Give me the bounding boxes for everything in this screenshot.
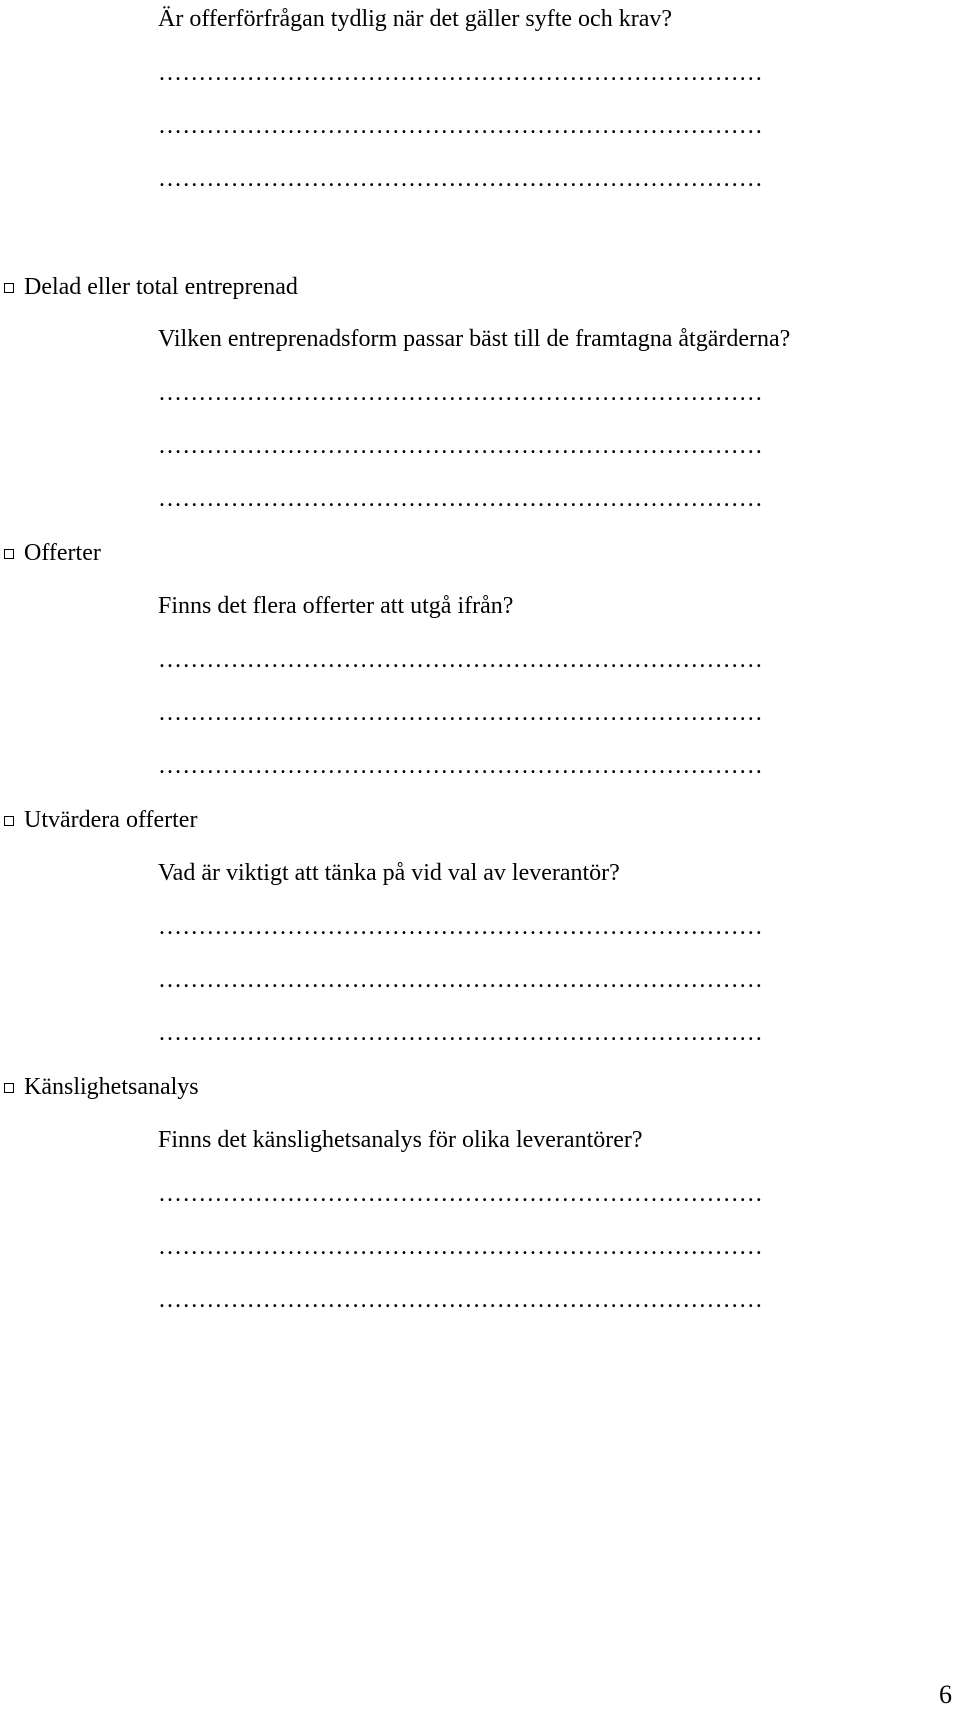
answer-line: ………………………………………………………………… <box>158 1020 763 1046</box>
section-heading-label: Offerter <box>24 540 101 566</box>
answer-line: ………………………………………………………………… <box>158 914 763 940</box>
section-heading-label: Utvärdera offerter <box>24 807 198 833</box>
section-heading-delad-eller-total-entreprenad <box>4 272 298 302</box>
answer-line: ………………………………………………………………… <box>158 1234 763 1260</box>
section-heading-utvardera-offerter <box>4 805 197 835</box>
section-heading-offerter <box>4 538 101 568</box>
answer-line: ………………………………………………………………… <box>158 113 763 139</box>
checkbox-icon <box>4 283 14 293</box>
answer-line: ………………………………………………………………… <box>158 380 763 406</box>
question-text: Finns det flera offerter att utgå ifrån? <box>158 593 514 619</box>
section-heading-label: Delad eller total entreprenad <box>24 274 298 300</box>
question-text: Vilken entreprenadsform passar bäst till de framtagna åtgärderna? <box>158 326 791 352</box>
page-number: 6 <box>939 1680 952 1709</box>
answer-line: ………………………………………………………………… <box>158 753 763 779</box>
question-text: Är offerförfrågan tydlig när det gäller syfte och krav? <box>158 6 672 32</box>
answer-line: ………………………………………………………………… <box>158 60 763 86</box>
question-text: Vad är viktigt att tänka på vid val av leverantör? <box>158 860 620 886</box>
checkbox-icon <box>4 1083 14 1093</box>
checkbox-icon <box>4 816 14 826</box>
answer-line: ………………………………………………………………… <box>158 700 763 726</box>
section-heading-label: Känslighetsanalys <box>24 1074 199 1100</box>
answer-line: ………………………………………………………………… <box>158 166 763 192</box>
answer-line: ………………………………………………………………… <box>158 647 763 673</box>
section-heading-kanslighetsanalys <box>4 1072 199 1102</box>
answer-line: ………………………………………………………………… <box>158 1181 763 1207</box>
answer-line: ………………………………………………………………… <box>158 486 763 512</box>
answer-line: ………………………………………………………………… <box>158 1287 763 1313</box>
question-text: Finns det känslighetsanalys för olika leverantörer? <box>158 1127 643 1153</box>
answer-line: ………………………………………………………………… <box>158 433 763 459</box>
checkbox-icon <box>4 549 14 559</box>
answer-line: ………………………………………………………………… <box>158 967 763 993</box>
